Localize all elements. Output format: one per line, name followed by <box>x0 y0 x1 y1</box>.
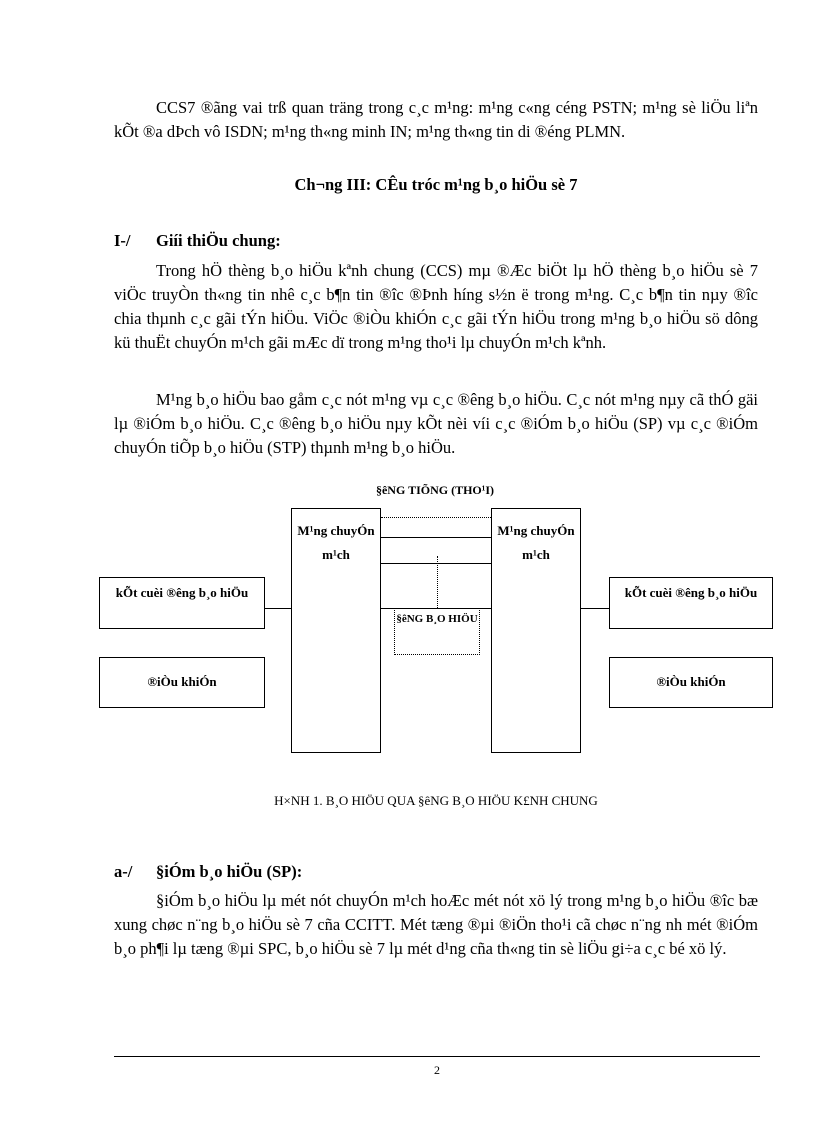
voice-path-label: §êNG TIÕNG (THO¹I) <box>375 483 495 497</box>
control-label-right: ®iÒu khiÓn <box>656 674 726 689</box>
signal-path-label: §êNG B¸O HIÖU <box>396 613 478 625</box>
voice-trunk-1 <box>381 537 491 538</box>
switch-label-left: M¹ng chuyÓn m¹ch <box>297 523 375 562</box>
figure-caption: H×NH 1. B¸O HIÖU QUA §êNG B¸O HIÖU K£NH CHUNG <box>274 793 598 808</box>
voice-trunk-dotted <box>381 517 491 518</box>
link-right-outer <box>581 608 609 609</box>
terminal-label-left: kÕt cuèi ®êng b¸o hiÖu <box>115 585 249 600</box>
paragraph-2: M¹ng b¸o hiÖu bao gåm c¸c nót m¹ng vµ c¸c ®êng b¸o hiÖu. C¸c nót m¹ng nµy cã thÓ gäi lµ ®iÓm b¸o hiÖu. C¸c ®êng b¸o hiÖu nµy kÕt nèi víi c¸c ®iÓm b¸o hiÖu (SP) vµ c¸c ®iÓm chuyÓn tiÕp b¸o hiÖu (STP) thµnh m¹ng b¸o hiÖu. <box>114 390 758 457</box>
link-left-outer <box>265 608 291 609</box>
signal-link-dotted <box>437 556 438 608</box>
paragraph-1: Trong hÖ thèng b¸o hiÖu kªnh chung (CCS) mµ ®Æc biÖt lµ hÖ thèng b¸o hiÖu sè 7 viÖc truyÒn th«ng tin nhê c¸c b¶n tin ®îc ®Þnh híng s½n ë trong m¹ng. C¸c b¶n tin nµy ®îc chia thµnh c¸c gãi tÝn hiÖu. ViÖc ®iÒu khiÓn c¸c gãi tÝn hiÖu trong m¹ng b¸o hiÖu sö dông kü thuËt chuyÓn m¹ch gãi mÆc dï trong m¹ng tho¹i lµ chuyÓn m¹ch kªnh. <box>114 261 758 352</box>
section-1-title: Giíi thiÖu chung: <box>156 231 281 250</box>
page-number: 2 <box>434 1063 440 1077</box>
voice-trunk-2 <box>381 563 491 564</box>
section-a-title: §iÓm b¸o hiÖu (SP): <box>156 862 303 881</box>
control-label-left: ®iÒu khiÓn <box>147 674 217 689</box>
intro-paragraph: CCS7 ®ãng vai trß quan träng trong c¸c m¹ng: m¹ng c«ng céng PSTN; m¹ng sè liÖu liªn kÕt ®a dÞch vô ISDN; m¹ng th«ng minh IN; m¹ng th«ng tin di ®éng PLMN. <box>114 98 758 141</box>
section-a-number: a-/ <box>114 862 133 881</box>
chapter-title: Ch¬ng III: CÊu tróc m¹ng b¸o hiÖu sè 7 <box>294 175 578 194</box>
paragraph-3: §iÓm b¸o hiÖu lµ mét nót chuyÓn m¹ch hoÆc mét nót xö lý trong m¹ng b¸o hiÖu ®îc bæ xung chøc n¨ng b¸o hiÖu sè 7 cña CCITT. Mét tæng ®µi ®iÖn tho¹i cã chøc n¨ng nh mét ®iÓm b¸o ph¶i lµ tæng ®µi SPC, b¸o hiÖu sè 7 lµ mét d¹ng cña th«ng tin sè liÖu gi÷a c¸c bé xö lý. <box>114 891 758 958</box>
footer-divider <box>114 1056 760 1057</box>
section-1-number: I-/ <box>114 231 131 250</box>
terminal-label-right: kÕt cuèi ®êng b¸o hiÖu <box>624 585 758 600</box>
switch-label-right: M¹ng chuyÓn m¹ch <box>497 523 575 562</box>
